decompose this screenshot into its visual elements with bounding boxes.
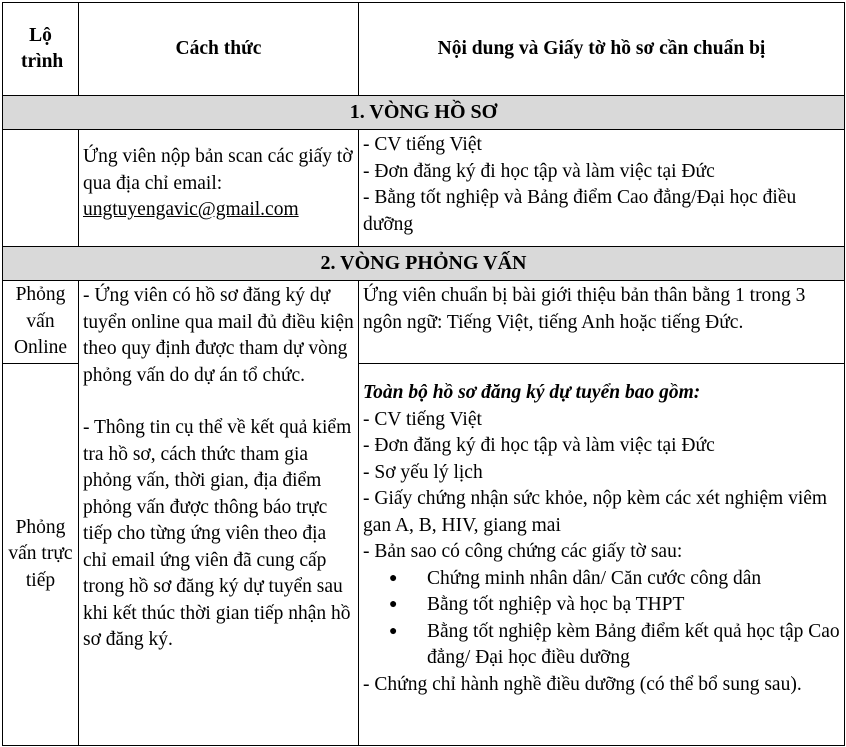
method-paragraph-2: - Thông tin cụ thể về kết quả kiểm tra hồ sơ, cách thức tham gia phỏng vấn, thời gian, địa điểm phỏng vấn được thông báo trực tiếp cho từng ứng viên theo địa chỉ email ứng viên đã cung cấp trong hồ sơ đăng ký dự tuyển sau khi kết thúc thời gian tiếp nhận hồ sơ đăng ký. <box>83 417 352 650</box>
section2-method-cell <box>79 281 359 746</box>
section2-title: 2. VÒNG PHỎNG VẤN <box>3 247 845 281</box>
online-row <box>3 281 845 364</box>
method-paragraph-1: - Ứng viên có hồ sơ đăng ký dự tuyển online qua mail đủ điều kiện theo quy định được tham dự vòng phỏng vấn do dự án tổ chức. <box>83 285 354 386</box>
direct-route: Phỏng vấn trực tiếp <box>3 364 79 746</box>
list-item: - Bằng tốt nghiệp và Bảng điểm Cao đẳng/Đại học điều dưỡng <box>363 187 797 235</box>
paragraph-gap <box>83 389 354 415</box>
section1-method-cell <box>79 130 359 247</box>
online-content: Ứng viên chuẩn bị bài giới thiệu bản thân bằng 1 trong 3 ngôn ngữ: Tiếng Việt, tiếng Anh hoặc tiếng Đức. <box>359 281 845 364</box>
list-item: - CV tiếng Việt <box>363 408 482 430</box>
section1-row <box>3 96 845 130</box>
bullet-item: ● Chứng minh nhân dân/ Căn cước công dân <box>427 566 840 593</box>
list-item: - Chứng chỉ hành nghề điều dưỡng (có thể bổ sung sau). <box>363 673 802 695</box>
section1-route-cell <box>3 130 79 247</box>
email-address: ungtuyengavic@gmail.com <box>83 199 299 220</box>
header-content: Nội dung và Giấy tờ hồ sơ cần chuẩn bị <box>359 3 845 96</box>
section1-items-cell <box>359 130 845 247</box>
header-route: Lộ trình <box>3 3 79 96</box>
list-item: - Đơn đăng ký đi học tập và làm việc tại Đức <box>363 160 715 182</box>
bullet-item: ● Bằng tốt nghiệp kèm Bảng điểm kết quả học tập Cao đẳng/ Đại học điều dưỡng <box>427 619 840 672</box>
list-item: - Giấy chứng nhận sức khỏe, nộp kèm các xét nghiệm viêm gan A, B, HIV, giang mai <box>363 488 828 536</box>
bullet-item: ● Bằng tốt nghiệp và học bạ THPT <box>427 592 840 619</box>
notarized-docs-list <box>363 566 840 672</box>
list-item: - Bản sao có công chứng các giấy tờ sau: <box>363 541 683 562</box>
document-table <box>2 2 845 746</box>
online-route: Phỏng vấn Online <box>3 281 79 364</box>
section1-method-text: Ứng viên nộp bản scan các giấy tờ qua địa chỉ email: <box>83 146 353 194</box>
direct-content-cell <box>359 364 845 746</box>
header-method: Cách thức <box>79 3 359 96</box>
section2-row <box>3 247 845 281</box>
direct-heading: Toàn bộ hồ sơ đăng ký dự tuyển bao gồm: <box>363 382 701 403</box>
list-item: - Sơ yếu lý lịch <box>363 461 483 483</box>
section1-content-row <box>3 130 845 247</box>
list-item: - CV tiếng Việt <box>363 134 482 155</box>
section1-title: 1. VÒNG HỒ SƠ <box>3 96 845 130</box>
list-item: - Đơn đăng ký đi học tập và làm việc tại Đức <box>363 435 715 456</box>
header-row <box>3 3 845 96</box>
